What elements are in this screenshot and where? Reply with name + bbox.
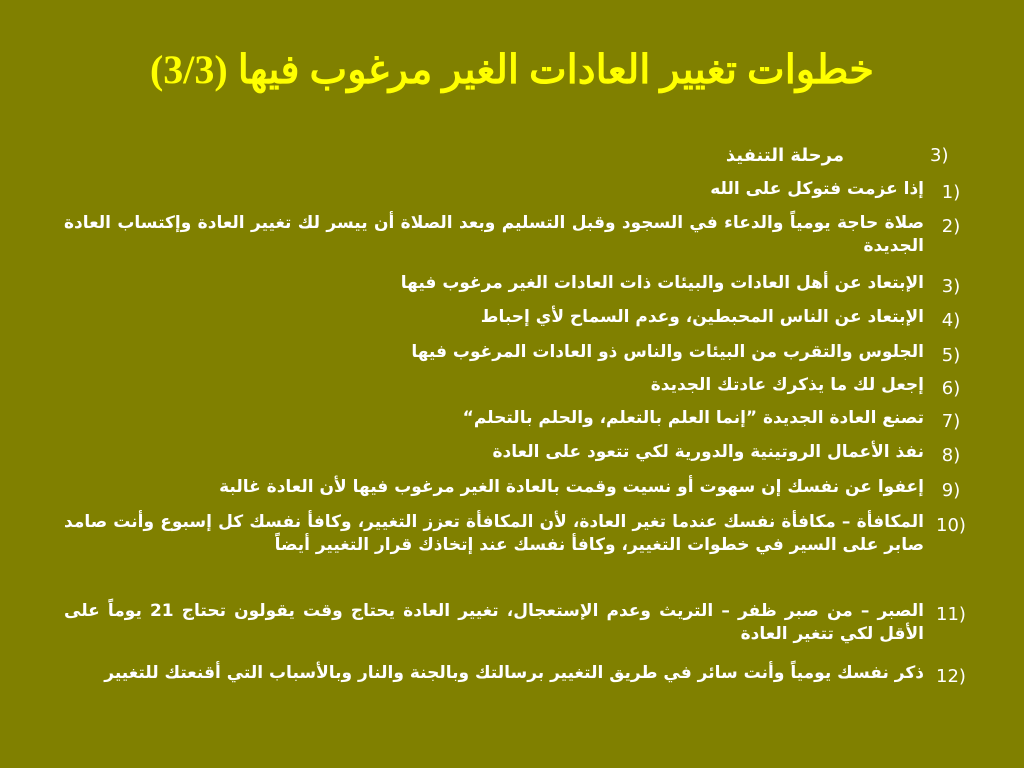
list-item-12 xyxy=(64,662,966,687)
slide-title-text: خطوات تغيير العادات الغير مرغوب فيها xyxy=(237,47,875,92)
list-item-10 xyxy=(64,511,966,557)
stage-label: مرحلة التنفيذ xyxy=(725,145,844,166)
list-item-number: 5) xyxy=(941,345,961,366)
stage-number: 3) xyxy=(930,145,949,166)
list-item-6 xyxy=(64,374,961,399)
list-item-text: المكافأة – مكافأة نفسك عندما تغير العادة، لأن المكافأة تعزز التغيير، وكافأ نفسك كل إسبوع وأنت صامد صابر على السير في خطوات التغيير، وكافأ نفسك عند إتخاذك قرار التغيير أيضاً xyxy=(64,512,924,555)
list-item-text: تصنع العادة الجديدة ”إنما العلم بالتعلم، والحلم بالتحلم“ xyxy=(462,408,924,428)
list-item-9 xyxy=(64,476,961,501)
list-item-number: 3) xyxy=(941,276,961,297)
list-item-1 xyxy=(64,178,961,203)
list-item-text: الجلوس والتقرب من البيئات والناس ذو العادات المرغوب فيها xyxy=(411,342,924,362)
list-item-number: 2) xyxy=(941,216,961,237)
list-item-text: إذا عزمت فتوكل على الله xyxy=(710,179,924,199)
list-item-8 xyxy=(64,441,961,466)
list-item-number: 7) xyxy=(941,411,961,432)
list-item-number: 8) xyxy=(941,445,961,466)
list-item-text: الإبتعاد عن أهل العادات والبيئات ذات العادات الغير مرغوب فيها xyxy=(400,273,924,293)
list-item-text: الإبتعاد عن الناس المحبطين، وعدم السماح لأي إحباط xyxy=(480,307,924,327)
list-item-text: ذكر نفسك يومياً وأنت سائر في طريق التغيير برسالتك وبالجنة والنار وبالأسباب التي أقنعتك للتغيير xyxy=(104,663,924,683)
list-item-number: 11) xyxy=(936,604,966,625)
list-item-number: 4) xyxy=(941,310,961,331)
list-item-5 xyxy=(64,341,961,366)
list-item-text: إعفوا عن نفسك إن سهوت أو نسيت وقمت بالعادة الغير مرغوب فيها لأن العادة غالبة xyxy=(219,477,924,497)
list-item-number: 12) xyxy=(936,666,966,687)
list-item-text: الصبر – من صبر ظفر – التريث وعدم الإستعجال، تغيير العادة يحتاج وقت يقولون تحتاج 21 يوماً على الأقل لكي تتغير العادة xyxy=(64,601,924,644)
stage-heading xyxy=(84,138,964,174)
list-item-2 xyxy=(64,212,961,258)
list-item-number: 9) xyxy=(941,480,961,501)
slide-title xyxy=(40,40,984,100)
list-item-4 xyxy=(64,306,961,331)
list-item-text: نفذ الأعمال الروتينية والدورية لكي تتعود على العادة xyxy=(492,442,924,462)
list-item-number: 1) xyxy=(941,182,961,203)
list-item-number: 6) xyxy=(941,378,961,399)
list-item-3 xyxy=(64,272,961,297)
list-item-text: إجعل لك ما يذكرك عادتك الجديدة xyxy=(650,375,924,395)
list-item-number: 10) xyxy=(936,515,966,536)
list-item-7 xyxy=(64,407,961,432)
list-item-11 xyxy=(64,600,966,646)
list-item-text: صلاة حاجة يومياً والدعاء في السجود وقبل التسليم وبعد الصلاة أن ييسر لك تغيير العادة وإكتساب العادة الجديدة xyxy=(64,213,924,256)
slide-title-part: (3/3) xyxy=(149,47,228,92)
